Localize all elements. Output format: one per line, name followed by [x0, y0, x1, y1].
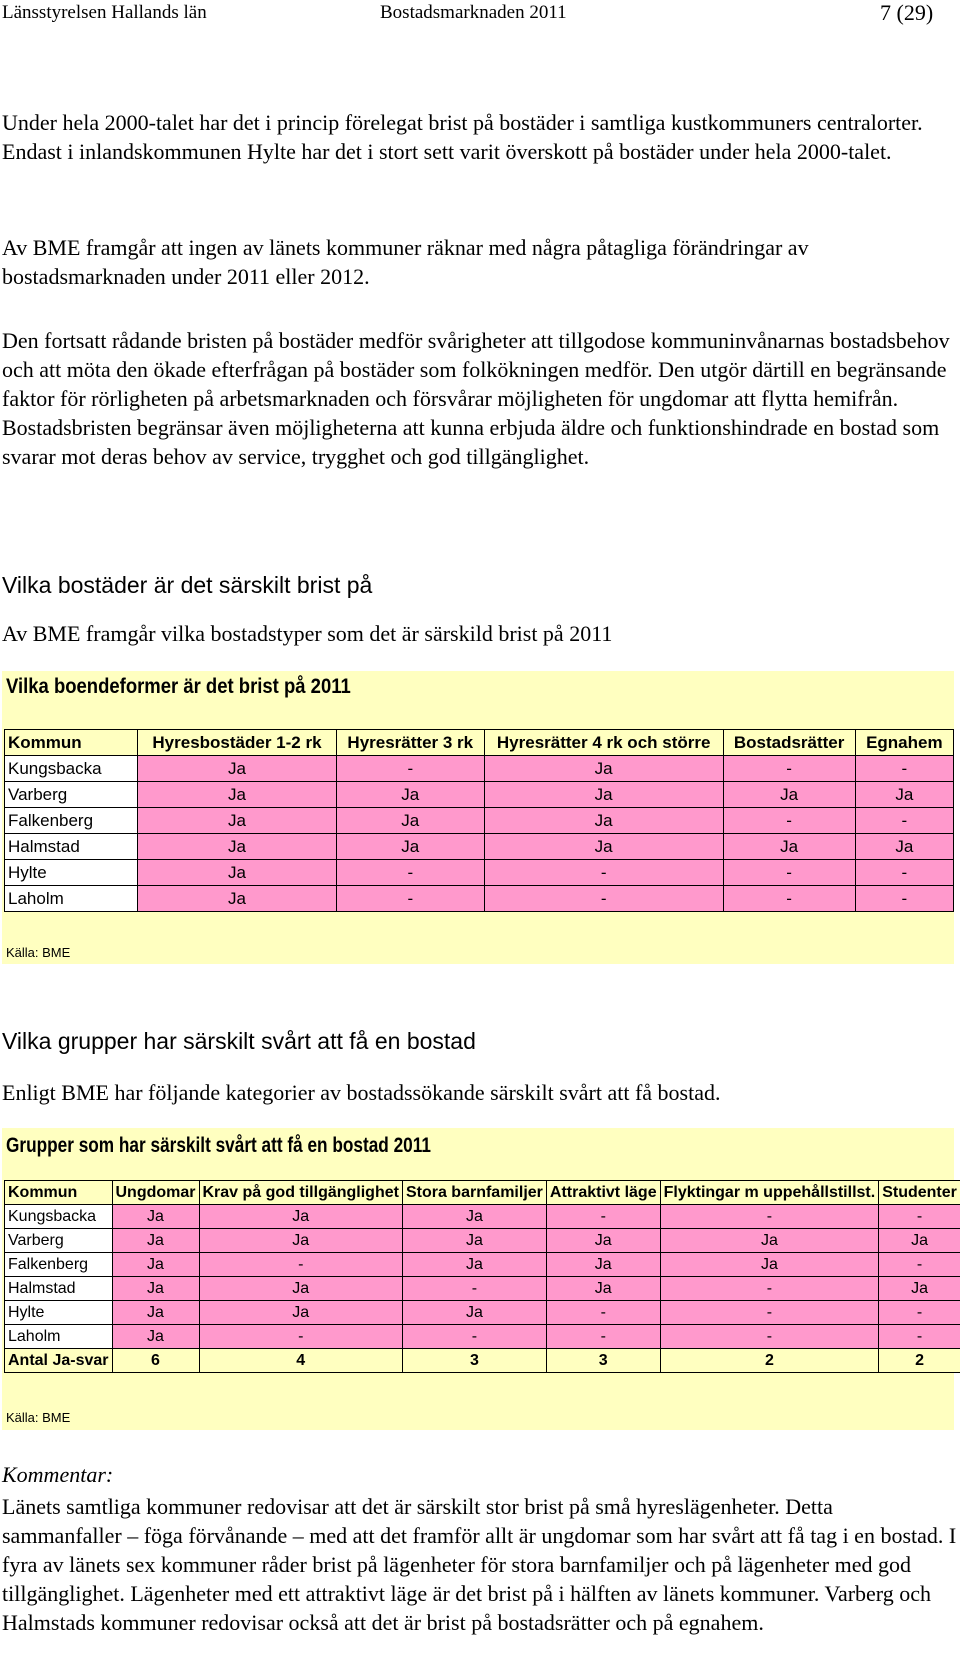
- table-cell: -: [855, 860, 953, 886]
- table-cell: -: [336, 756, 484, 782]
- section-title-housing-shortage: Vilka bostäder är det särskilt brist på: [2, 572, 373, 598]
- table-cell: Ja: [199, 1277, 402, 1301]
- table-cell: -: [855, 886, 953, 912]
- table-cell: Ja: [199, 1205, 402, 1229]
- table-row: [5, 756, 954, 782]
- municipality-cell: Falkenberg: [5, 1253, 113, 1277]
- table-cell: Ja: [138, 808, 337, 834]
- table-cell: -: [546, 1325, 660, 1349]
- table-cell: Ja: [879, 1229, 960, 1253]
- section-intro-housing-shortage: Av BME framgår vilka bostadstyper som det är särskild brist på 2011: [2, 621, 613, 646]
- table-source: Källa: BME: [6, 1410, 71, 1425]
- column-header: Kommun: [5, 1181, 113, 1205]
- table-cell: -: [660, 1277, 879, 1301]
- section-intro-vulnerable-groups: Enligt BME har följande kategorier av bostadssökande särskilt svårt att få bostad.: [2, 1080, 721, 1105]
- table-cell: Ja: [855, 834, 953, 860]
- table-cell: -: [723, 886, 855, 912]
- table-row: [5, 886, 954, 912]
- table-cell: -: [199, 1253, 402, 1277]
- column-header: Hyresrätter 4 rk och större: [484, 730, 723, 756]
- table-row: [5, 1325, 960, 1349]
- table-cell: Ja: [138, 860, 337, 886]
- table-cell: -: [546, 1301, 660, 1325]
- table-cell: -: [199, 1325, 402, 1349]
- total-cell: 4: [199, 1349, 402, 1373]
- table-cell: Ja: [199, 1229, 402, 1253]
- paragraph-2: Av BME framgår att ingen av länets kommuner räknar med några påtagliga förändringar av bostadsmarknaden under 2011 eller 2012.: [2, 235, 809, 289]
- table-cell: Ja: [402, 1301, 546, 1325]
- table-cell: -: [723, 756, 855, 782]
- table-cell: Ja: [402, 1205, 546, 1229]
- table-cell: Ja: [546, 1229, 660, 1253]
- table-header-row: [5, 1181, 960, 1205]
- table-cell: Ja: [112, 1277, 199, 1301]
- page-header: [0, 2, 960, 30]
- municipality-cell: Hylte: [5, 1301, 113, 1325]
- table-cell: Ja: [112, 1205, 199, 1229]
- table-row: [5, 1301, 960, 1325]
- table-cell: Ja: [336, 834, 484, 860]
- table-cell: -: [546, 1205, 660, 1229]
- table-cell: Ja: [336, 808, 484, 834]
- table-cell: -: [660, 1205, 879, 1229]
- column-header: Bostadsrätter: [723, 730, 855, 756]
- table-header-row: [5, 730, 954, 756]
- total-row: [5, 1349, 960, 1373]
- table-cell: -: [723, 808, 855, 834]
- table-cell: Ja: [199, 1301, 402, 1325]
- header-organization: Länsstyrelsen Hallands län: [2, 2, 207, 23]
- table-cell: -: [484, 860, 723, 886]
- comment-text: Länets samtliga kommuner redovisar att det är särskilt stor brist på små hyreslägenheter. Detta sammanfaller – föga förvånande – med att det framför allt är ungdomar som har svårt att få tag i en bostad. I fyra av länets sex kommuner råder brist på lägenheter för stora barnfamiljer och på lägenheter med god tillgänglighet. Lägenheter med ett attraktivt läge är det brist på i hälften av länets kommuner. Varberg och Halmstads kommuner redovisar också att det är brist på bostadsrätter och på egnahem.: [2, 1494, 957, 1635]
- table-cell: Ja: [138, 756, 337, 782]
- table-cell: -: [879, 1253, 960, 1277]
- table-cell: Ja: [546, 1253, 660, 1277]
- municipality-cell: Kungsbacka: [5, 756, 138, 782]
- table-cell: -: [336, 886, 484, 912]
- municipality-cell: Varberg: [5, 782, 138, 808]
- table-cell: Ja: [855, 782, 953, 808]
- table-cell: -: [402, 1277, 546, 1301]
- table-cell: -: [879, 1205, 960, 1229]
- column-header: Hyresrätter 3 rk: [336, 730, 484, 756]
- total-cell: 2: [879, 1349, 960, 1373]
- vulnerable-groups-table: [4, 1180, 960, 1373]
- table-cell: -: [660, 1301, 879, 1325]
- housing-shortage-table: [4, 729, 954, 912]
- municipality-cell: Halmstad: [5, 1277, 113, 1301]
- municipality-cell: Laholm: [5, 1325, 113, 1349]
- section-title-vulnerable-groups: Vilka grupper har särskilt svårt att få en bostad: [2, 1028, 476, 1054]
- table-cell: -: [402, 1325, 546, 1349]
- municipality-cell: Kungsbacka: [5, 1205, 113, 1229]
- column-header: Egnahem: [855, 730, 953, 756]
- table-cell: Ja: [484, 756, 723, 782]
- housing-shortage-panel: [2, 671, 954, 964]
- column-header: Flyktingar m uppehållstillst.: [660, 1181, 879, 1205]
- table-cell: Ja: [546, 1277, 660, 1301]
- table-source: Källa: BME: [6, 945, 71, 960]
- table-cell: -: [484, 886, 723, 912]
- table-cell: Ja: [879, 1277, 960, 1301]
- table-cell: Ja: [336, 782, 484, 808]
- header-page-number: 7 (29): [880, 0, 934, 25]
- table-cell: Ja: [660, 1229, 879, 1253]
- table-cell: Ja: [402, 1229, 546, 1253]
- table-row: [5, 782, 954, 808]
- column-header: Ungdomar: [112, 1181, 199, 1205]
- table-row: [5, 834, 954, 860]
- table-cell: Ja: [138, 886, 337, 912]
- table-cell: -: [723, 860, 855, 886]
- paragraph-3: Den fortsatt rådande bristen på bostäder medför svårigheter att tillgodose kommuninvånarnas bostadsbehov och att möta den ökade efterfrågan på bostäder som folkökningen medför. Den utgör därtill en begränsande faktor för rörligheten på arbetsmarknaden och försvårar möjligheten för ungdomar att flytta hemifrån. Bostadsbristen begränsar även möjligheterna att kunna erbjuda äldre och funktionshindrade en bostad som svarar mot deras behov av service, trygghet och god tillgänglighet.: [2, 328, 950, 469]
- table-cell: Ja: [484, 834, 723, 860]
- paragraph-1: Under hela 2000-talet har det i princip förelegat brist på bostäder i samtliga kustkommuners centralorter. Endast i inlandskommunen Hylte har det i stort sett varit överskott på bostäder under hela 2000-talet.: [2, 110, 923, 164]
- total-cell: 6: [112, 1349, 199, 1373]
- table-cell: Ja: [723, 782, 855, 808]
- column-header: Stora barnfamiljer: [402, 1181, 546, 1205]
- table-cell: -: [855, 756, 953, 782]
- table-row: [5, 860, 954, 886]
- table-cell: Ja: [660, 1253, 879, 1277]
- table-cell: Ja: [402, 1253, 546, 1277]
- table-cell: Ja: [112, 1325, 199, 1349]
- table-cell: -: [336, 860, 484, 886]
- table-row: [5, 808, 954, 834]
- municipality-cell: Hylte: [5, 860, 138, 886]
- total-cell: 3: [402, 1349, 546, 1373]
- table-cell: Ja: [112, 1229, 199, 1253]
- table-cell: -: [879, 1325, 960, 1349]
- table-cell: Ja: [484, 808, 723, 834]
- table-cell: Ja: [484, 782, 723, 808]
- total-cell: 2: [660, 1349, 879, 1373]
- table-cell: Ja: [723, 834, 855, 860]
- municipality-cell: Laholm: [5, 886, 138, 912]
- column-header: Hyresbostäder 1-2 rk: [138, 730, 337, 756]
- comment-label: Kommentar:: [2, 1462, 114, 1487]
- column-header: Kommun: [5, 730, 138, 756]
- column-header: Krav på god tillgänglighet: [199, 1181, 402, 1205]
- header-document-title: Bostadsmarknaden 2011: [380, 2, 567, 23]
- column-header: Studenter: [879, 1181, 960, 1205]
- municipality-cell: Falkenberg: [5, 808, 138, 834]
- vulnerable-groups-panel: [2, 1128, 957, 1430]
- municipality-cell: Halmstad: [5, 834, 138, 860]
- total-cell: 3: [546, 1349, 660, 1373]
- table-cell: Ja: [138, 782, 337, 808]
- municipality-cell: Varberg: [5, 1229, 113, 1253]
- table-row: [5, 1253, 960, 1277]
- table-cell: -: [879, 1301, 960, 1325]
- table-row: [5, 1277, 960, 1301]
- column-header: Attraktivt läge: [546, 1181, 660, 1205]
- table-cell: -: [855, 808, 953, 834]
- table-cell: Ja: [138, 834, 337, 860]
- housing-shortage-table-title: Vilka boendeformer är det brist på 2011: [6, 675, 351, 698]
- table-row: [5, 1205, 960, 1229]
- table-cell: -: [660, 1325, 879, 1349]
- table-cell: Ja: [112, 1253, 199, 1277]
- total-label: Antal Ja-svar: [5, 1349, 113, 1373]
- table-row: [5, 1229, 960, 1253]
- vulnerable-groups-table-title: Grupper som har särskilt svårt att få en bostad 2011: [6, 1134, 431, 1157]
- table-cell: Ja: [112, 1301, 199, 1325]
